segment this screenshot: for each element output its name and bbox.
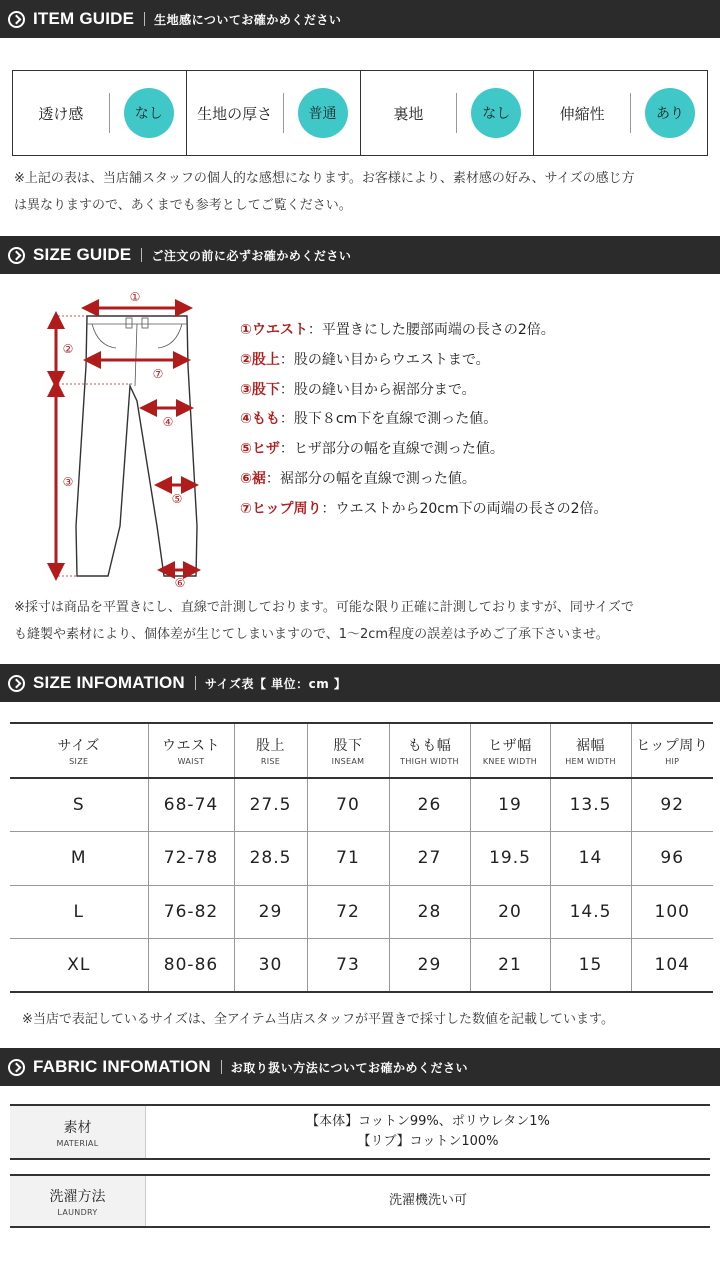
size-table — [10, 722, 713, 993]
cell-knee: 21 — [470, 939, 550, 993]
size-info-title: SIZE INFOMATION — [33, 673, 185, 692]
guide-badge: なし — [471, 88, 521, 138]
cell-rise: 29 — [234, 885, 307, 939]
cell-knee: 19 — [470, 778, 550, 832]
chevron-circle-icon — [8, 675, 25, 692]
guide-cell-stretch — [534, 71, 707, 155]
header-rise: 股上 RISE — [234, 723, 307, 778]
guide-label: 透け感 — [38, 104, 84, 123]
cell-size: L — [73, 901, 84, 922]
cell-hem: 15 — [550, 939, 631, 993]
header-divider — [144, 12, 145, 26]
cell-thigh: 28 — [389, 885, 470, 939]
material-value: 【本体】コットン99%、ポリウレタン1% 【リブ】コットン100% — [306, 1114, 550, 1149]
guide-divider — [456, 93, 457, 133]
size-guide-subtitle: ご注文の前に必ずお確かめください — [151, 248, 352, 263]
guide-label: 裏地 — [393, 104, 424, 123]
guide-cell-transparency — [13, 71, 187, 155]
laundry-value: 洗濯機洗い可 — [388, 1193, 467, 1208]
guide-cell-lining — [361, 71, 535, 155]
note-line: ※採寸は商品を平置きにし、直線で計測しております。可能な限り正確に計測しておりますが、同サイズで — [14, 600, 634, 615]
cell-waist: 68-74 — [148, 778, 234, 832]
guide-label: 伸縮性 — [559, 104, 605, 123]
cell-hem: 14 — [550, 832, 631, 886]
table-row — [10, 885, 713, 939]
marker-1: ① — [129, 290, 141, 304]
guide-badge: 普通 — [298, 88, 348, 138]
size-guide-legend — [240, 316, 608, 525]
header-thigh: もも幅 THIGH WIDTH — [389, 723, 470, 778]
legend-item: ④もも：股下８cm下を直線で測った値。 — [240, 411, 498, 428]
legend-item: ③股下：股の縫い目から裾部分まで。 — [240, 381, 476, 398]
cell-thigh: 27 — [389, 832, 470, 886]
note-line: も縫製や素材により、個体差が生じてしまいますので、1〜2cm程度の誤差は予めご了承下さいませ。 — [14, 627, 609, 642]
note-line: ※上記の表は、当店舗スタッフの個人的な感想になります。お客様により、素材感の好み、サイズの感じ方 — [14, 171, 635, 186]
cell-hip: 104 — [631, 939, 713, 993]
cell-inseam: 72 — [307, 885, 389, 939]
cell-knee: 20 — [470, 885, 550, 939]
chevron-circle-icon — [8, 11, 25, 28]
size-info-subtitle: サイズ表【 単位：cm 】 — [204, 676, 347, 691]
size-guide-title: SIZE GUIDE — [33, 245, 132, 264]
cell-waist: 80-86 — [148, 939, 234, 993]
item-guide-subtitle: 生地感についてお確かめください — [154, 12, 342, 27]
item-guide-note — [14, 165, 635, 219]
guide-badge: なし — [124, 88, 174, 138]
item-guide-table — [12, 70, 708, 156]
legend-item: ⑥裾：裾部分の幅を直線で測った値。 — [240, 470, 476, 487]
table-row — [10, 939, 713, 993]
table-row — [10, 832, 713, 886]
cell-thigh: 26 — [389, 778, 470, 832]
marker-6: ⑥ — [174, 576, 186, 590]
table-row — [10, 778, 713, 832]
legend-item: ①ウエスト：平置きにした腰部両端の長さの2倍。 — [240, 322, 555, 338]
legend-item: ⑤ヒザ：ヒザ部分の幅を直線で測った値。 — [240, 441, 504, 458]
laundry-label: 洗濯方法 LAUNDRY — [10, 1176, 146, 1226]
cell-rise: 27.5 — [234, 778, 307, 832]
fabric-material-row — [10, 1104, 710, 1160]
guide-cell-thickness — [187, 71, 361, 155]
cell-hem: 14.5 — [550, 885, 631, 939]
item-guide-title: ITEM GUIDE — [33, 9, 135, 28]
legend-item: ⑦ヒップ周り：ウエストから20cm下の両端の長さの2倍。 — [240, 500, 608, 517]
cell-inseam: 70 — [307, 778, 389, 832]
note-line: は異なりますので、あくまでも参考としてご覧ください。 — [14, 198, 352, 213]
legend-item: ②股上：股の縫い目からウエストまで。 — [240, 351, 490, 368]
cell-hip: 92 — [631, 778, 713, 832]
cell-size: XL — [67, 955, 91, 976]
cell-hem: 13.5 — [550, 778, 631, 832]
item-guide-header — [0, 0, 720, 38]
size-guide-header — [0, 236, 720, 274]
cell-size: M — [70, 848, 87, 869]
size-table-header — [10, 723, 713, 778]
guide-divider — [630, 93, 631, 133]
fabric-info-title: FABRIC INFOMATION — [33, 1057, 211, 1076]
cell-inseam: 73 — [307, 939, 389, 993]
pants-diagram — [40, 286, 220, 596]
cell-size: S — [72, 795, 85, 816]
guide-label: 生地の厚さ — [197, 104, 273, 123]
size-info-header — [0, 664, 720, 702]
cell-inseam: 71 — [307, 832, 389, 886]
marker-4: ④ — [162, 415, 174, 429]
guide-badge: あり — [645, 88, 695, 138]
cell-knee: 19.5 — [470, 832, 550, 886]
cell-hip: 100 — [631, 885, 713, 939]
guide-divider — [283, 93, 284, 133]
cell-rise: 28.5 — [234, 832, 307, 886]
marker-5: ⑤ — [171, 492, 183, 506]
fabric-laundry-row — [10, 1174, 710, 1228]
header-knee: ヒザ幅 KNEE WIDTH — [470, 723, 550, 778]
header-divider — [141, 248, 142, 262]
guide-divider — [109, 93, 110, 133]
chevron-circle-icon — [8, 1059, 25, 1076]
header-size: サイズ SIZE — [57, 738, 100, 766]
pants-outline — [76, 316, 197, 576]
material-label: 素材 MATERIAL — [10, 1106, 146, 1158]
cell-hip: 96 — [631, 832, 713, 886]
fabric-info-header — [0, 1048, 720, 1086]
header-divider — [221, 1060, 222, 1074]
cell-thigh: 29 — [389, 939, 470, 993]
size-info-note — [22, 1006, 614, 1033]
cell-rise: 30 — [234, 939, 307, 993]
header-divider — [195, 676, 196, 690]
header-waist: ウエスト WAIST — [148, 723, 234, 778]
cell-waist: 72-78 — [148, 832, 234, 886]
note-line: ※当店で表記しているサイズは、全アイテム当店スタッフが平置きで採寸した数値を記載しています。 — [22, 1012, 614, 1027]
cell-waist: 76-82 — [148, 885, 234, 939]
size-guide-note — [14, 594, 634, 648]
chevron-circle-icon — [8, 247, 25, 264]
marker-2: ② — [62, 342, 74, 356]
header-inseam: 股下 INSEAM — [307, 723, 389, 778]
marker-7: ⑦ — [152, 367, 164, 381]
fabric-info-subtitle: お取り扱い方法についてお確かめください — [230, 1060, 469, 1075]
header-hip: ヒップ周り HIP — [631, 723, 713, 778]
marker-3: ③ — [62, 475, 74, 489]
header-hem: 裾幅 HEM WIDTH — [550, 723, 631, 778]
